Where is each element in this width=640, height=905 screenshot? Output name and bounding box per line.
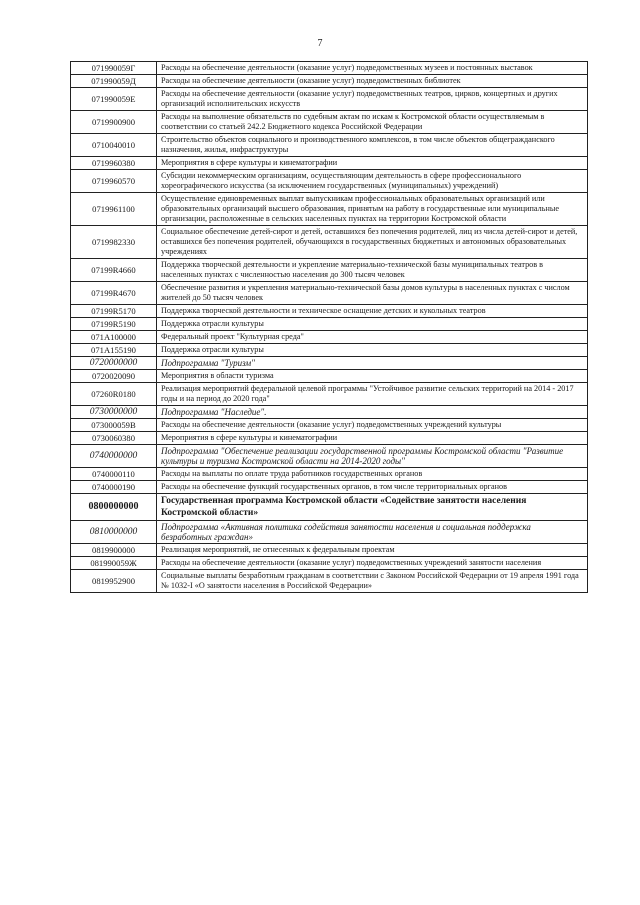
row-description: Подпрограмма «Активная политика содействия занятости населения и социальная поддержка безработных граждан»: [157, 521, 588, 544]
row-description: Подпрограмма "Туризм": [157, 357, 588, 370]
row-description: Расходы на обеспечение деятельности (оказание услуг) подведомственных театров, цирков, концертных и других организаций исполнительских искусств: [157, 88, 588, 111]
table-row: [71, 134, 588, 157]
row-code: 0740000110: [71, 468, 157, 481]
table-row: [71, 357, 588, 370]
row-code: 071990059Д: [71, 75, 157, 88]
row-code: 071A100000: [71, 331, 157, 344]
table-row: [71, 419, 588, 432]
row-description: Федеральный проект "Культурная среда": [157, 331, 588, 344]
row-description: Расходы на обеспечение деятельности (оказание услуг) подведомственных учреждений культуры: [157, 419, 588, 432]
table-row: [71, 406, 588, 419]
row-description: Социальное обеспечение детей-сирот и детей, оставшихся без попечения родителей, лиц из числа детей-сирот и детей, оставшихся без попечения родителей, обучающихся в государственных бюджетных и автономных образовательных учреждениях: [157, 226, 588, 259]
row-code: 071990059Г: [71, 62, 157, 75]
row-description: Государственная программа Костромской области «Содействие занятости населения Костромской области»: [157, 494, 588, 521]
table-row: [71, 62, 588, 75]
row-code: 0719982330: [71, 226, 157, 259]
row-description: Мероприятия в сфере культуры и кинематографии: [157, 157, 588, 170]
row-code: 0730000000: [71, 406, 157, 419]
row-description: Мероприятия в сфере культуры и кинематографии: [157, 432, 588, 445]
row-code: 0819952900: [71, 570, 157, 593]
row-description: Поддержка отрасли культуры: [157, 318, 588, 331]
row-description: Подпрограмма "Обеспечение реализации государственной программы Костромской области "Развитие культуры и туризма Костромской области на 2014-2020 годы": [157, 445, 588, 468]
table-row: [71, 75, 588, 88]
row-code: 0719960570: [71, 170, 157, 193]
row-description: Поддержка творческой деятельности и укрепление материально-технической базы муниципальных театров в населенных пунктах с численностью населения до 300 тысяч человек: [157, 259, 588, 282]
row-code: 07199R4660: [71, 259, 157, 282]
table-row: [71, 88, 588, 111]
row-code: 071A155190: [71, 344, 157, 357]
row-description: Подпрограмма "Наследие".: [157, 406, 588, 419]
row-code: 0720020090: [71, 370, 157, 383]
table-row: [71, 344, 588, 357]
row-description: Расходы на выплаты по оплате труда работников государственных органов: [157, 468, 588, 481]
row-description: Расходы на обеспечение функций государственных органов, в том числе территориальных органов: [157, 481, 588, 494]
row-code: 0819900000: [71, 544, 157, 557]
row-code: 0720000000: [71, 357, 157, 370]
row-code: 07260R0180: [71, 383, 157, 406]
row-code: 0740000190: [71, 481, 157, 494]
row-code: 0740000000: [71, 445, 157, 468]
table-row: [71, 259, 588, 282]
row-description: Осуществление единовременных выплат выпускникам профессиональных образовательных организаций или образовательных организаций высшего образования, принятым на работу в государственные или муниципальные организации, расположенные в сельских населенных пунктах на территории Костромской области: [157, 193, 588, 226]
table-row: [71, 226, 588, 259]
row-code: 0810000000: [71, 521, 157, 544]
table-row: [71, 557, 588, 570]
row-description: Расходы на выполнение обязательств по судебным актам по искам к Костромской области осуществляемым в соответствии со статьей 242.2 Бюджетного кодекса Российской Федерации: [157, 111, 588, 134]
row-description: Строительство объектов социального и производственного комплексов, в том числе объектов общегражданского назначения, жилья, инфраструктуры: [157, 134, 588, 157]
row-description: Поддержка отрасли культуры: [157, 344, 588, 357]
row-description: Мероприятия в области туризма: [157, 370, 588, 383]
table-row: [71, 544, 588, 557]
table-row: [71, 170, 588, 193]
row-description: Реализация мероприятий федеральной целевой программы "Устойчивое развитие сельских территорий на 2014 - 2017 годы и на период до 2020 года": [157, 383, 588, 406]
row-code: 0719900900: [71, 111, 157, 134]
row-code: 071990059Е: [71, 88, 157, 111]
table-row: [71, 331, 588, 344]
table-row: [71, 157, 588, 170]
table-row: [71, 481, 588, 494]
row-code: 0719960380: [71, 157, 157, 170]
row-description: Субсидии некоммерческим организациям, осуществляющим деятельность в сфере профессионального хореографического искусства (за исключением государственных (муниципальных) учреждений): [157, 170, 588, 193]
row-description: Расходы на обеспечение деятельности (оказание услуг) подведомственных библиотек: [157, 75, 588, 88]
row-code: 0730060380: [71, 432, 157, 445]
budget-classification-table: [70, 61, 588, 593]
row-code: 073000059В: [71, 419, 157, 432]
row-code: 07199R5190: [71, 318, 157, 331]
table-row: [71, 494, 588, 521]
page-number: 7: [317, 38, 323, 49]
row-code: 07199R4670: [71, 282, 157, 305]
row-description: Реализация мероприятий, не отнесенных к федеральным проектам: [157, 544, 588, 557]
table-row: [71, 318, 588, 331]
row-description: Расходы на обеспечение деятельности (оказание услуг) подведомственных музеев и постоянных выставок: [157, 62, 588, 75]
row-code: 081990059Ж: [71, 557, 157, 570]
table-row: [71, 445, 588, 468]
row-code: 07199R5170: [71, 305, 157, 318]
row-description: Поддержка творческой деятельности и техническое оснащение детских и кукольных театров: [157, 305, 588, 318]
table-row: [71, 282, 588, 305]
row-code: 0710040010: [71, 134, 157, 157]
row-description: Социальные выплаты безработным гражданам в соответствии с Законом Российской Федерации от 19 апреля 1991 года № 1032-I «О занятости населения в Российской Федерации»: [157, 570, 588, 593]
table-row: [71, 521, 588, 544]
row-code: 0800000000: [71, 494, 157, 521]
row-description: Расходы на обеспечение деятельности (оказание услуг) подведомственных учреждений занятости населения: [157, 557, 588, 570]
table-row: [71, 468, 588, 481]
table-row: [71, 432, 588, 445]
table-row: [71, 193, 588, 226]
table-row: [71, 383, 588, 406]
table-row: [71, 305, 588, 318]
table-row: [71, 111, 588, 134]
row-code: 0719961100: [71, 193, 157, 226]
table-row: [71, 570, 588, 593]
row-description: Обеспечение развития и укрепления материально-технической базы домов культуры в населенных пунктах с числом жителей до 50 тысяч человек: [157, 282, 588, 305]
table-row: [71, 370, 588, 383]
